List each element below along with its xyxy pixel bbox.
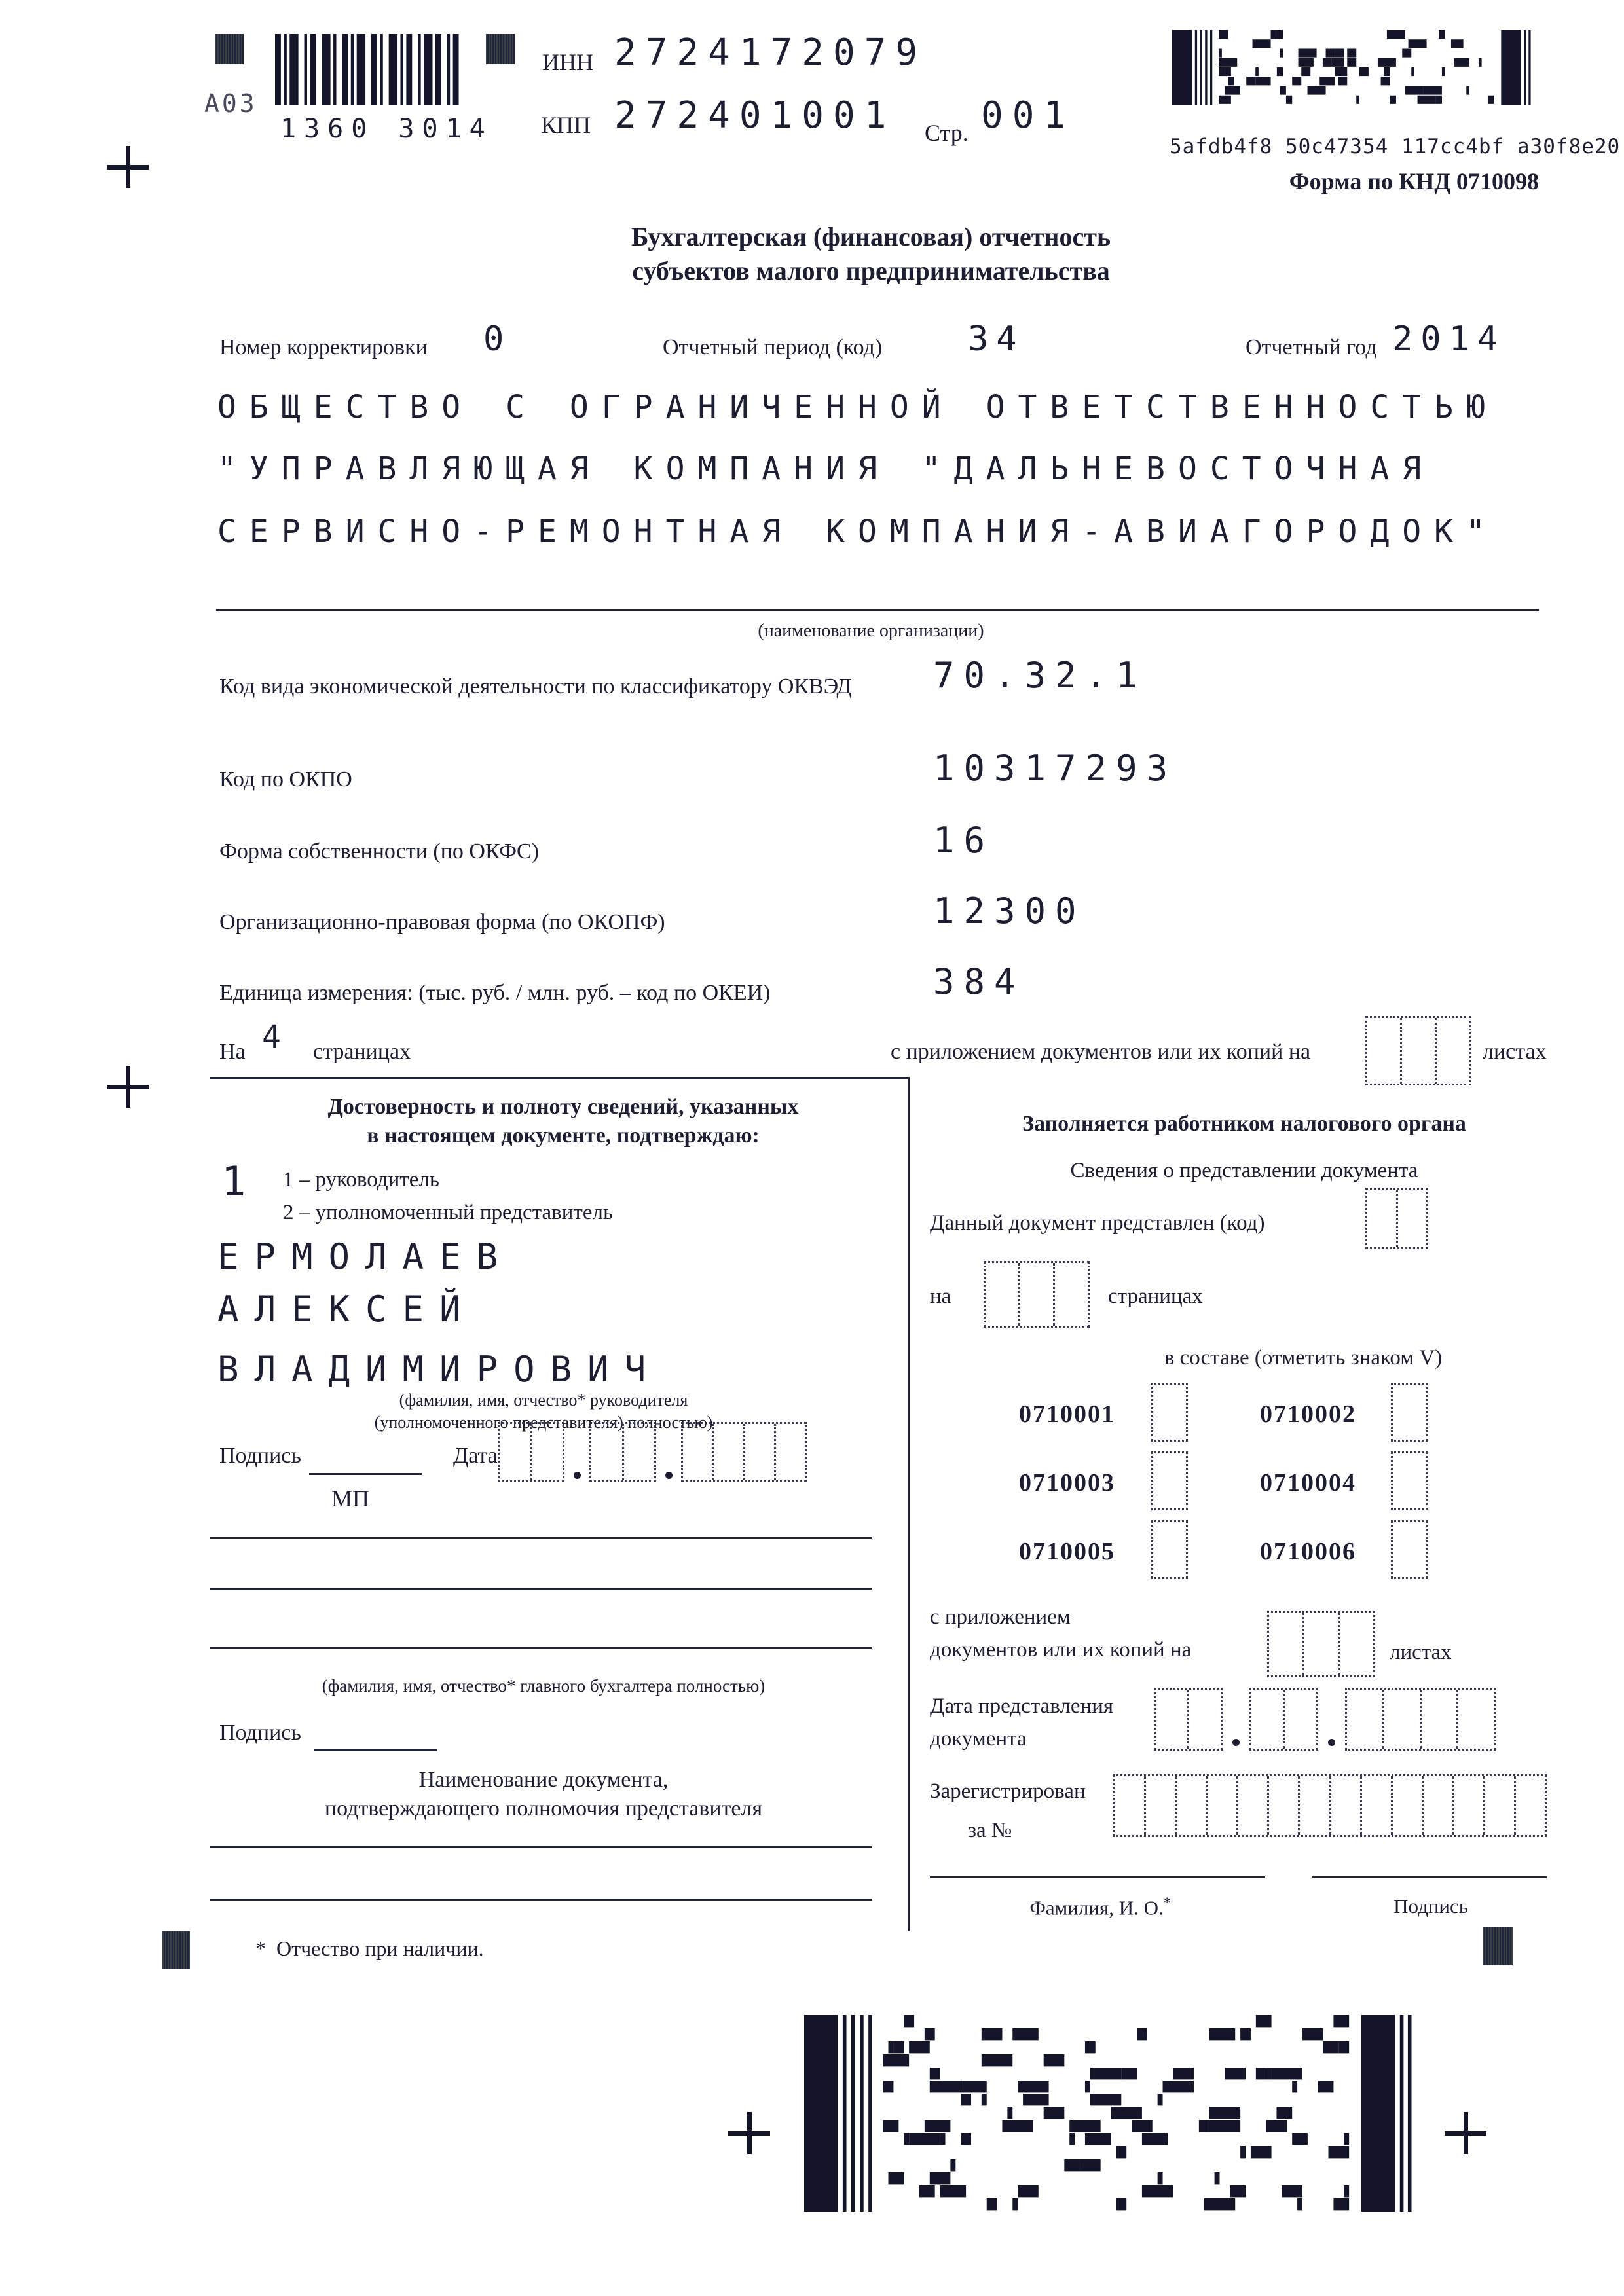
knd-form-code: Форма по КНД 0710098 bbox=[1289, 168, 1539, 194]
inn-value: 2724172079 bbox=[614, 31, 927, 74]
signer-code-value: 1 bbox=[221, 1157, 246, 1205]
inspector-name-line[interactable] bbox=[930, 1876, 1265, 1878]
crop-mark-bottom-center bbox=[728, 2112, 770, 2154]
report-period-value: 34 bbox=[968, 319, 1025, 359]
organization-name-rule bbox=[216, 609, 1539, 611]
form-code-0710001: 0710001 bbox=[1019, 1400, 1115, 1428]
page-number-label: Стр. bbox=[925, 120, 969, 146]
pdf417-barcode-bottom bbox=[804, 2015, 1416, 2212]
form-title-line1: Бухгалтерская (финансовая) отчетность bbox=[631, 222, 1111, 251]
signature-label: Подпись bbox=[219, 1444, 301, 1468]
form-checkbox-0710002[interactable] bbox=[1391, 1383, 1428, 1442]
tax-office-header: Заполняется работником налогового органа bbox=[1022, 1112, 1466, 1136]
blank-line-2[interactable] bbox=[210, 1588, 872, 1590]
barcode-digits: 1360 3014 bbox=[280, 114, 493, 144]
date-label: Дата bbox=[453, 1444, 498, 1468]
form-title-line2: субъектов малого предпринимательства bbox=[632, 256, 1110, 285]
okei-label: Единица измерения: (тыс. руб. / млн. руб. – код по ОКЕИ) bbox=[219, 981, 771, 1005]
submission-code-input[interactable] bbox=[1365, 1188, 1428, 1249]
date-month-input[interactable] bbox=[589, 1422, 656, 1482]
form-checkbox-0710004[interactable] bbox=[1391, 1451, 1428, 1510]
signer-patronymic: ВЛАДИМИРОВИЧ bbox=[217, 1349, 662, 1390]
blank-line-1[interactable] bbox=[210, 1537, 872, 1539]
organization-name-line1: ОБЩЕСТВО С ОГРАНИЧЕННОЙ ОТВЕТСТВЕННОСТЬЮ bbox=[217, 389, 1498, 426]
attachments-label: с приложением документов или их копий на bbox=[891, 1040, 1311, 1064]
form-code-0710004: 0710004 bbox=[1260, 1469, 1356, 1497]
organization-name-line2: "УПРАВЛЯЮЩАЯ КОМПАНИЯ "ДАЛЬНЕВОСТОЧНАЯ bbox=[217, 450, 1435, 487]
attach-sheets-input-right[interactable] bbox=[1267, 1611, 1375, 1677]
attach-label-line1: с приложением bbox=[930, 1605, 1071, 1629]
anchor-square-top-left-2 bbox=[486, 34, 515, 64]
stamp-place-label: МП bbox=[331, 1485, 370, 1512]
kpp-value: 272401001 bbox=[614, 94, 896, 137]
blank-line-3[interactable] bbox=[210, 1647, 872, 1649]
submission-date-label-line1: Дата представления bbox=[930, 1694, 1114, 1718]
section-divider-vertical bbox=[908, 1077, 910, 1931]
inspector-signature-line[interactable] bbox=[1312, 1876, 1547, 1878]
okei-value: 384 bbox=[933, 961, 1025, 1002]
pages-word-label: страницах bbox=[313, 1040, 411, 1064]
okved-value: 70.32.1 bbox=[933, 655, 1147, 696]
sheets-word-label-right: листах bbox=[1390, 1641, 1452, 1664]
authority-doc-caption-line1: Наименование документа, bbox=[418, 1768, 669, 1792]
signature-line-2[interactable] bbox=[314, 1749, 437, 1751]
crop-mark-top-left bbox=[107, 146, 149, 188]
date-year-input[interactable] bbox=[681, 1422, 807, 1482]
correction-number-label: Номер корректировки bbox=[219, 335, 428, 359]
okpo-value: 10317293 bbox=[933, 748, 1177, 789]
inspector-signature-caption: Подпись bbox=[1393, 1895, 1468, 1918]
form-checkbox-0710003[interactable] bbox=[1151, 1451, 1188, 1510]
form-code-0710006: 0710006 bbox=[1260, 1538, 1356, 1565]
footnote-text: * Отчество при наличии. bbox=[255, 1937, 484, 1960]
attachment-sheets-input[interactable] bbox=[1365, 1016, 1471, 1085]
organization-name-line3: СЕРВИСНО-РЕМОНТНАЯ КОМПАНИЯ-АВИАГОРОДОК" bbox=[217, 513, 1498, 550]
submission-date-label-line2: документа bbox=[930, 1727, 1027, 1751]
signature-line[interactable] bbox=[309, 1473, 422, 1475]
pdf417-barcode-top bbox=[1172, 30, 1534, 105]
crop-mark-middle-left bbox=[107, 1066, 149, 1108]
okopf-label: Организационно-правовая форма (по ОКОПФ) bbox=[219, 910, 665, 934]
crop-mark-bottom-right bbox=[1445, 2112, 1486, 2154]
attach-label-line2: документов или их копий на bbox=[930, 1638, 1192, 1662]
submission-date-dot-2 bbox=[1328, 1739, 1335, 1746]
report-year-value: 2014 bbox=[1392, 319, 1506, 359]
submission-date-dot-1 bbox=[1232, 1739, 1240, 1746]
section-divider-horizontal bbox=[210, 1077, 909, 1079]
registered-label-line1: Зарегистрирован bbox=[930, 1779, 1086, 1803]
registered-label-line2: за № bbox=[968, 1819, 1012, 1842]
on-label-right: на bbox=[930, 1285, 951, 1308]
authority-doc-caption-line2: подтверждающего полномочия представителя bbox=[324, 1796, 763, 1821]
date-dot-2 bbox=[665, 1472, 673, 1479]
confirmation-header-line2: в настоящем документе, подтверждаю: bbox=[367, 1123, 760, 1148]
okpo-label: Код по ОКПО bbox=[219, 767, 352, 792]
signer-firstname: АЛЕКСЕЙ bbox=[217, 1288, 477, 1330]
okfs-value: 16 bbox=[933, 820, 995, 861]
form-code-0710002: 0710002 bbox=[1260, 1400, 1356, 1428]
form-checkbox-0710005[interactable] bbox=[1151, 1520, 1188, 1579]
inn-label: ИНН bbox=[542, 49, 593, 75]
accountant-name-caption: (фамилия, имя, отчество* главного бухгалтера полностью) bbox=[322, 1676, 766, 1696]
footnote-star-ref: * bbox=[1163, 1895, 1171, 1910]
correction-number-value: 0 bbox=[483, 319, 512, 359]
blank-line-4[interactable] bbox=[210, 1846, 872, 1848]
form-code-0710005: 0710005 bbox=[1019, 1538, 1115, 1565]
organization-name-caption: (наименование организации) bbox=[758, 621, 984, 641]
anchor-square-bottom-right bbox=[1483, 1927, 1513, 1965]
on-pages-label: На bbox=[219, 1040, 246, 1064]
registration-number-input[interactable] bbox=[1113, 1774, 1547, 1837]
pages-count-value: 4 bbox=[262, 1019, 281, 1055]
form-code-0710003: 0710003 bbox=[1019, 1469, 1115, 1497]
pages-word-label-right: страницах bbox=[1108, 1285, 1203, 1308]
inspector-name-caption: Фамилия, И. О.* bbox=[1029, 1895, 1171, 1920]
pages-count-input[interactable] bbox=[984, 1261, 1090, 1328]
submission-date-year-input[interactable] bbox=[1345, 1688, 1496, 1751]
submission-info-subheader: Сведения о представлении документа bbox=[1070, 1159, 1418, 1182]
confirmation-header-line1: Достоверность и полноту сведений, указанных bbox=[327, 1095, 799, 1119]
date-day-input[interactable] bbox=[498, 1422, 564, 1482]
document-submitted-label: Данный документ представлен (код) bbox=[930, 1211, 1265, 1235]
anchor-square-top-left bbox=[215, 34, 244, 64]
signer-name-caption-line2: (уполномоченного представителя) полностью) bbox=[374, 1413, 713, 1432]
signer-option-2: 2 – уполномоченный представитель bbox=[283, 1201, 614, 1224]
blank-line-5[interactable] bbox=[210, 1899, 872, 1901]
signer-name-caption-line1: (фамилия, имя, отчество* руководителя bbox=[399, 1391, 688, 1410]
form-checkbox-0710006[interactable] bbox=[1391, 1520, 1428, 1579]
composition-label: в составе (отметить знаком V) bbox=[1164, 1346, 1443, 1370]
barcode-hash-text: 5afdb4f8 50c47354 117cc4bf a30f8e20 bbox=[1170, 135, 1621, 158]
barcode-label: A03 bbox=[204, 89, 257, 118]
okved-label: Код вида экономической деятельности по классификатору ОКВЭД bbox=[219, 674, 852, 699]
signer-option-1: 1 – руководитель bbox=[283, 1168, 439, 1192]
linear-barcode bbox=[275, 34, 462, 105]
okfs-label: Форма собственности (по ОКФС) bbox=[219, 839, 540, 864]
submission-date-day-input[interactable] bbox=[1154, 1688, 1223, 1751]
signer-surname: ЕРМОЛАЕВ bbox=[217, 1236, 514, 1277]
anchor-square-bottom-left bbox=[162, 1931, 190, 1969]
submission-date-month-input[interactable] bbox=[1249, 1688, 1318, 1751]
sheets-word-label: листах bbox=[1483, 1040, 1547, 1064]
signature-label-2: Подпись bbox=[219, 1721, 301, 1745]
report-year-label: Отчетный год bbox=[1246, 335, 1377, 359]
kpp-label: КПП bbox=[541, 112, 591, 138]
page-number-value: 001 bbox=[981, 94, 1075, 137]
okopf-value: 12300 bbox=[933, 890, 1086, 932]
report-period-label: Отчетный период (код) bbox=[663, 335, 883, 359]
date-dot-1 bbox=[574, 1472, 581, 1479]
form-checkbox-0710001[interactable] bbox=[1151, 1383, 1188, 1442]
